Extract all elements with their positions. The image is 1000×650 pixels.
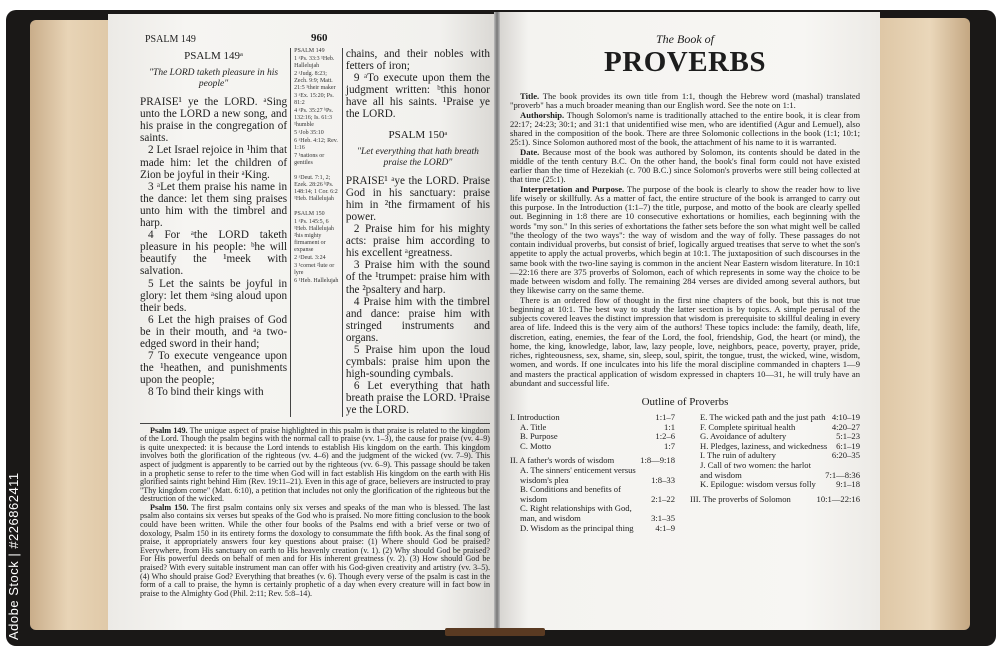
outline-label: J. Call of two women: the harlot and wisdom [700,459,811,480]
intro-paragraph-text: Because most of the book was authored by Solomon, its contents should be dated in the middle of the tenth century B.C. On the other hand, the book's final form could not have existed earlier than the time of Hezekiah (c. 700 B.C.) since Solomon's proverbs were still being collected at that time (25:1). [510,146,860,185]
outline-reference: 5:1–23 [836,431,860,442]
verse: 3 ᵃLet them praise his name in the dance: let them sing praises unto him with the timbrel and harp. [140,180,288,230]
verse: 5 Let the saints be joyful in glory: let them ᵃsing aloud upon their beds. [140,277,288,314]
running-head: PSALM 149 [145,34,196,45]
watermark-brand: Adobe Stock [6,560,21,640]
psalm-149-title: PSALM 149ᵃ [184,50,244,62]
commentary-paragraph-lead: Psalm 149. [150,425,188,435]
outline-label: G. Avoidance of adultery [700,431,787,442]
psalm-149-subtitle: "The LORD taketh pleasure in his people" [149,68,279,90]
verse: 4 For ᵃthe LORD taketh pleasure in his people: ᵇhe will beautify the ¹meek with salvation. [140,229,288,278]
outline-label: H. Pledges, laziness, and wickedness [700,440,828,451]
outline-label: I. The ruin of adultery [700,450,776,461]
outline-item [510,442,675,452]
verse: chains, and their nobles with fetters of iron; [345,48,490,73]
cross-references-149b [294,175,339,203]
cross-reference: 9 ᵃDeut. 7:1, 2; Ezek. 28:26 ᵇPs. 148:14; 1 Cor. 6:2 ¹Heb. Hallelujah [294,175,338,202]
outline-label: B. Purpose [520,431,558,442]
outline-reference: 1:7 [664,440,675,451]
outline-reference: 1:8—9:18 [640,455,675,466]
outline-reference: 4:20–27 [831,421,860,432]
verse: 5 Praise him upon the loud cymbals: praise him upon the high-sounding cymbals. [345,343,490,381]
intro-paragraph-lead: Title. [520,91,540,101]
outline-label: I. Introduction [510,412,560,422]
intro-paragraph-text: The book provides its own title from 1:1, though the Hebrew word (mashal) translated "proverb" has a much broader meaning than our English word. See the note on 1:1. [510,91,860,111]
outline-reference: 3:1–35 [651,512,675,523]
intro-paragraph [510,296,860,389]
verse: 7 To execute vengeance upon the ¹heathen, and punishments upon the people; [140,350,288,387]
commentary-paragraph [140,504,490,599]
outline-item [510,466,675,485]
verse: PRAISE¹ ᵃye the LORD. Praise God in his sanctuary: praise him in ²the firmament of his power. [345,174,490,223]
page-edges-right [870,18,970,630]
outline-reference: 1:2–6 [655,431,675,442]
outline-label: D. Wisdom as the principal thing [520,522,634,533]
psalm-150-subtitle: "Let everything that hath breath praise the LORD" [357,146,479,168]
cross-reference: 6 ᵃHeb. 4:12; Rev. 1:16 [294,138,338,151]
outline-reference: 7:1—8:36 [825,469,860,480]
cross-reference: 3 ᵃEx. 15:20; Ps. 81:2 [294,93,334,106]
cross-references-150 [294,211,339,285]
psalm-150-column [346,48,490,417]
cross-references [290,48,343,417]
psalm-149-continuation [346,48,490,121]
cross-reference: 3 ¹cornet ²lute or lyre [294,263,335,276]
intro-paragraph [510,111,860,148]
outline-label: B. Conditions and benefits of wisdom [520,484,621,504]
book-introduction [510,92,860,388]
outline-reference: 1:1–7 [655,412,675,422]
page-number: 960 [311,32,328,44]
commentary-paragraph [140,427,490,504]
intro-paragraph-lead: Date. [520,146,540,157]
verse: 2 Let Israel rejoice in ¹him that made him: let the children of Zion be joyful in their ᵃKing. [140,144,288,181]
outline-left-column [510,413,675,533]
cross-reference: PSALM 150 [294,211,325,217]
outline-reference: 1:1 [664,421,675,432]
psalm-149-verses [140,96,287,398]
outline-item [690,461,860,480]
cross-reference: 1 ᵃPs. 145:5, 6 ¹Heb. Hallelujah ²his mighty firmament or expanse [294,219,334,253]
cross-references-149 [294,48,339,167]
verse: 4 Praise him with the timbrel and dance: praise him with stringed instruments and organs. [345,295,490,344]
intro-paragraph-lead: Interpretation and Purpose. [520,183,625,194]
cross-reference: 1 ᵃPs. 33:3 ¹Heb. Hallelujah [294,56,335,69]
cross-reference: 6 ¹Heb. Hallelujah [294,278,339,284]
cross-reference: 4 ᵃPs. 35:27 ᵇPs. 132:16; Is. 61:3 ¹humble [294,108,334,128]
outline-item [690,495,860,505]
outline-label: E. The wicked path and the just path [700,412,826,422]
outline-label: II. A father's words of wisdom [510,455,615,466]
book-spine [494,12,500,632]
outline-reference: 6:1–19 [836,440,860,451]
outline-item [690,480,860,490]
verse: PRAISE¹ ye the LORD. ᵃSing unto the LORD a new song, and his praise in the congregation of saints. [140,96,288,145]
psalm-150-verses [346,175,490,417]
outline-reference: 4:10–19 [831,412,860,422]
left-page-content [140,48,490,598]
stock-watermark: Adobe Stock | #226862411 [6,472,21,640]
cross-reference: PSALM 149 [294,48,325,54]
book-title: PROVERBS [604,46,766,78]
intro-paragraph-text: There is an ordered flow of thought in the first nine chapters of the book, but this is not true beginning at 10:1. The best way to study the latter section is by topics. A simple perusal of the subjects covered leaves the distinct impression that wisdom is prerequisite to skillful dealing in every area of life. Indeed this is the very aim of the authors! These topics include: the family, death, life, discretion, eating, enemies, the fear of the Lord, the fool, friendship, God, the heart (or mind), the home, the king, knowledge, labor, law, lazy people, love, neighbors, peace, poverty, prayer, pride, riches, righteousness, sex, shame, sin, sleep, soul, spirit, the tongue, trust, the wicked, wine, wisdom, women, and words. If one inculcates into his life the moral discipline commanded in chapters 1—9 and masters the practical application of wisdom expressed in chapters 10—31, he will truly have an abundant and successful life. [510,294,860,388]
verse: 2 Praise him for his mighty acts: praise him according to his excellent ᵃgreatness. [345,223,490,260]
right-page-content [510,32,860,533]
intro-paragraph-text: Though Solomon's name is traditionally attached to the entire book, it is clear from 22:17; 24:23; 30:1; and 31:1 that unidentified wise men, who are identified (Agur and Lemuel), also shared in the composition of the book. There are three Solomonic collections in the book (1:1; 10:1; 25:1). Since Solomon authored most of the book, the attachment of his name to it is warranted. [510,109,860,148]
outline-label: C. Motto [520,440,552,451]
outline-label: A. Title [520,421,547,432]
intro-paragraph [510,148,860,185]
commentary-paragraph-lead: Psalm 150. [150,502,189,512]
verse: 9 ᵃTo execute upon them the judgment written: ᵇthis honor have all his saints. ¹Praise ye the LORD. [345,72,490,121]
intro-paragraph-text: The purpose of the book is clearly to show the reader how to live life wisely or skillfully. As a matter of fact, the entire structure of the book is arranged to carry out this purpose. In the Introduction (1:1–7) the title, purpose, and motto of the book are clearly spelled out. Beginning in 1:8 there are 10 consecutive exhortations or homilies, each beginning with the words "my son." In this series of exhortations the father sets before the son what might well be called "the theology of the two ways": the way of wisdom and the way of folly. These passages do not contain individual proverbs, but consist of brief, logically argued treatises that serve to whet the son's appetite to apply the actual proverbs, which begin at 10:1. The juxtaposition of such discourses in the same book with the two-line saying is common in the ancient Near Eastern wisdom literature. In 10:1—22:16 there are 375 proverbs of Solomon, each of which represents in some way the choice to be made between wisdom and folly. The remaining 284 verses are divided among several authors, but they likewise carry on the same theme. [510,183,860,296]
outline-item [510,504,675,523]
outline-reference: 9:1–18 [836,479,860,490]
commentary-paragraph-text: The first psalm contains only six verses and speaks of the man who is blessed. The last psalm also contains six verses but speaks of the God who is praised. No more fitting conclusion to the book could have been written. While the other four books of the Psalms end with a brief verse or two of doxology, Psalm 150 in its entirety forms the doxology to consummate the fifth book. As the final song of praise, it appropriately answers four key questions about praise: (1) Where should God be praised? Everywhere, from His sanctuary on earth to His heavenly creation (v. 1). (2) Why should God be praised? For His powerful deeds on behalf of men and for His inherent greatness (v. 2). (3) How should God be praised? With every suitable instrument man can offer with his God-given creativity and artistry (vv. 3–5). (4) Who should praise God? Everything that breathes (v. 6). Though every verse of the psalm is cast in the form of a call to praise, the hymn is certainly prophetic of a day when every creature will in fact bow in praise to the Almighty God (Phil. 2:11; Rev. 5:8–14). [140,502,490,598]
intro-paragraph [510,92,860,111]
outline-label: III. The proverbs of Solomon [690,493,791,504]
commentary-paragraph-text: The unique aspect of praise highlighted in this psalm is that praise is related to the kingdom of the Lord. Though the psalm begins with the normal call to praise (vv. 1–3), the cause for praise (vv. 4–9) is quite unexpected: it is because the Lord intends to establish His kingdom on the earth. This kingdom involves both the glorification of the righteous (vv. 4–6) and the judgment of the wicked (vv. 7–9). This aspect of judgment is apparently to be carried out by the righteous (vv. 6–9). This passage should be taken in a prophetic sense to refer to the time when God will in fact establish His kingdom on the earth with His glorified saints right behind Him (Rev. 19:11–21). Even in this age of grace, believers are instructed to pray "Thy kingdom come" (Matt. 6:10), a petition that includes not only the glorification of the righteous but the destruction of the wicked. [140,425,490,504]
cross-reference: 2 ᵃJudg. 8:23; Zech. 9:9; Matt. 21:5 ¹their maker [294,71,336,91]
ribbon-bookmark [445,628,545,636]
outline-label: C. Right relationships with God, man, and wisdom [520,503,632,523]
verse: 8 To bind their kings with [148,386,264,399]
verse: 6 Let everything that hath breath praise the LORD. ¹Praise ye the LORD. [345,380,490,417]
watermark-id: #226862411 [6,472,21,549]
verse: 6 Let the high praises of God be in their mouth, and ᵃa two-edged sword in their hand; [140,313,288,350]
cross-reference: 7 ¹nations or gentiles [294,153,325,166]
outline-label: A. The sinners' enticement versus wisdom's plea [520,464,636,485]
intro-paragraph-lead: Authorship. [520,109,565,120]
psalm-150-title: PSALM 150ᵃ [388,128,448,141]
outline-item [510,485,675,504]
outline-heading: Outline of Proverbs [641,396,729,408]
book-kicker: The Book of [656,32,714,46]
cross-reference: 2 ᵃDeut. 3:24 [294,255,326,261]
outline [510,413,860,533]
verse: 3 Praise him with the sound of the ¹trumpet: praise him with the ²psaltery and harp. [345,259,490,296]
cross-reference: 5 ᵃJob 35:10 [294,130,324,136]
psalm-149-column [140,48,287,398]
psalm-commentary [140,423,490,599]
outline-reference: 2:1–22 [651,493,675,504]
psalm-columns [140,48,490,417]
outline-reference: 10:1—22:16 [816,493,860,504]
outline-reference: 6:20–35 [831,450,860,461]
outline-reference: 4:1–9 [655,522,675,533]
outline-right-column [690,413,860,504]
outline-label: K. Epilogue: wisdom versus folly [700,479,816,490]
outline-reference: 1:8–33 [651,474,675,485]
outline-item [510,524,675,534]
outline-label: F. Complete spiritual health [700,421,796,432]
intro-paragraph [510,185,860,296]
